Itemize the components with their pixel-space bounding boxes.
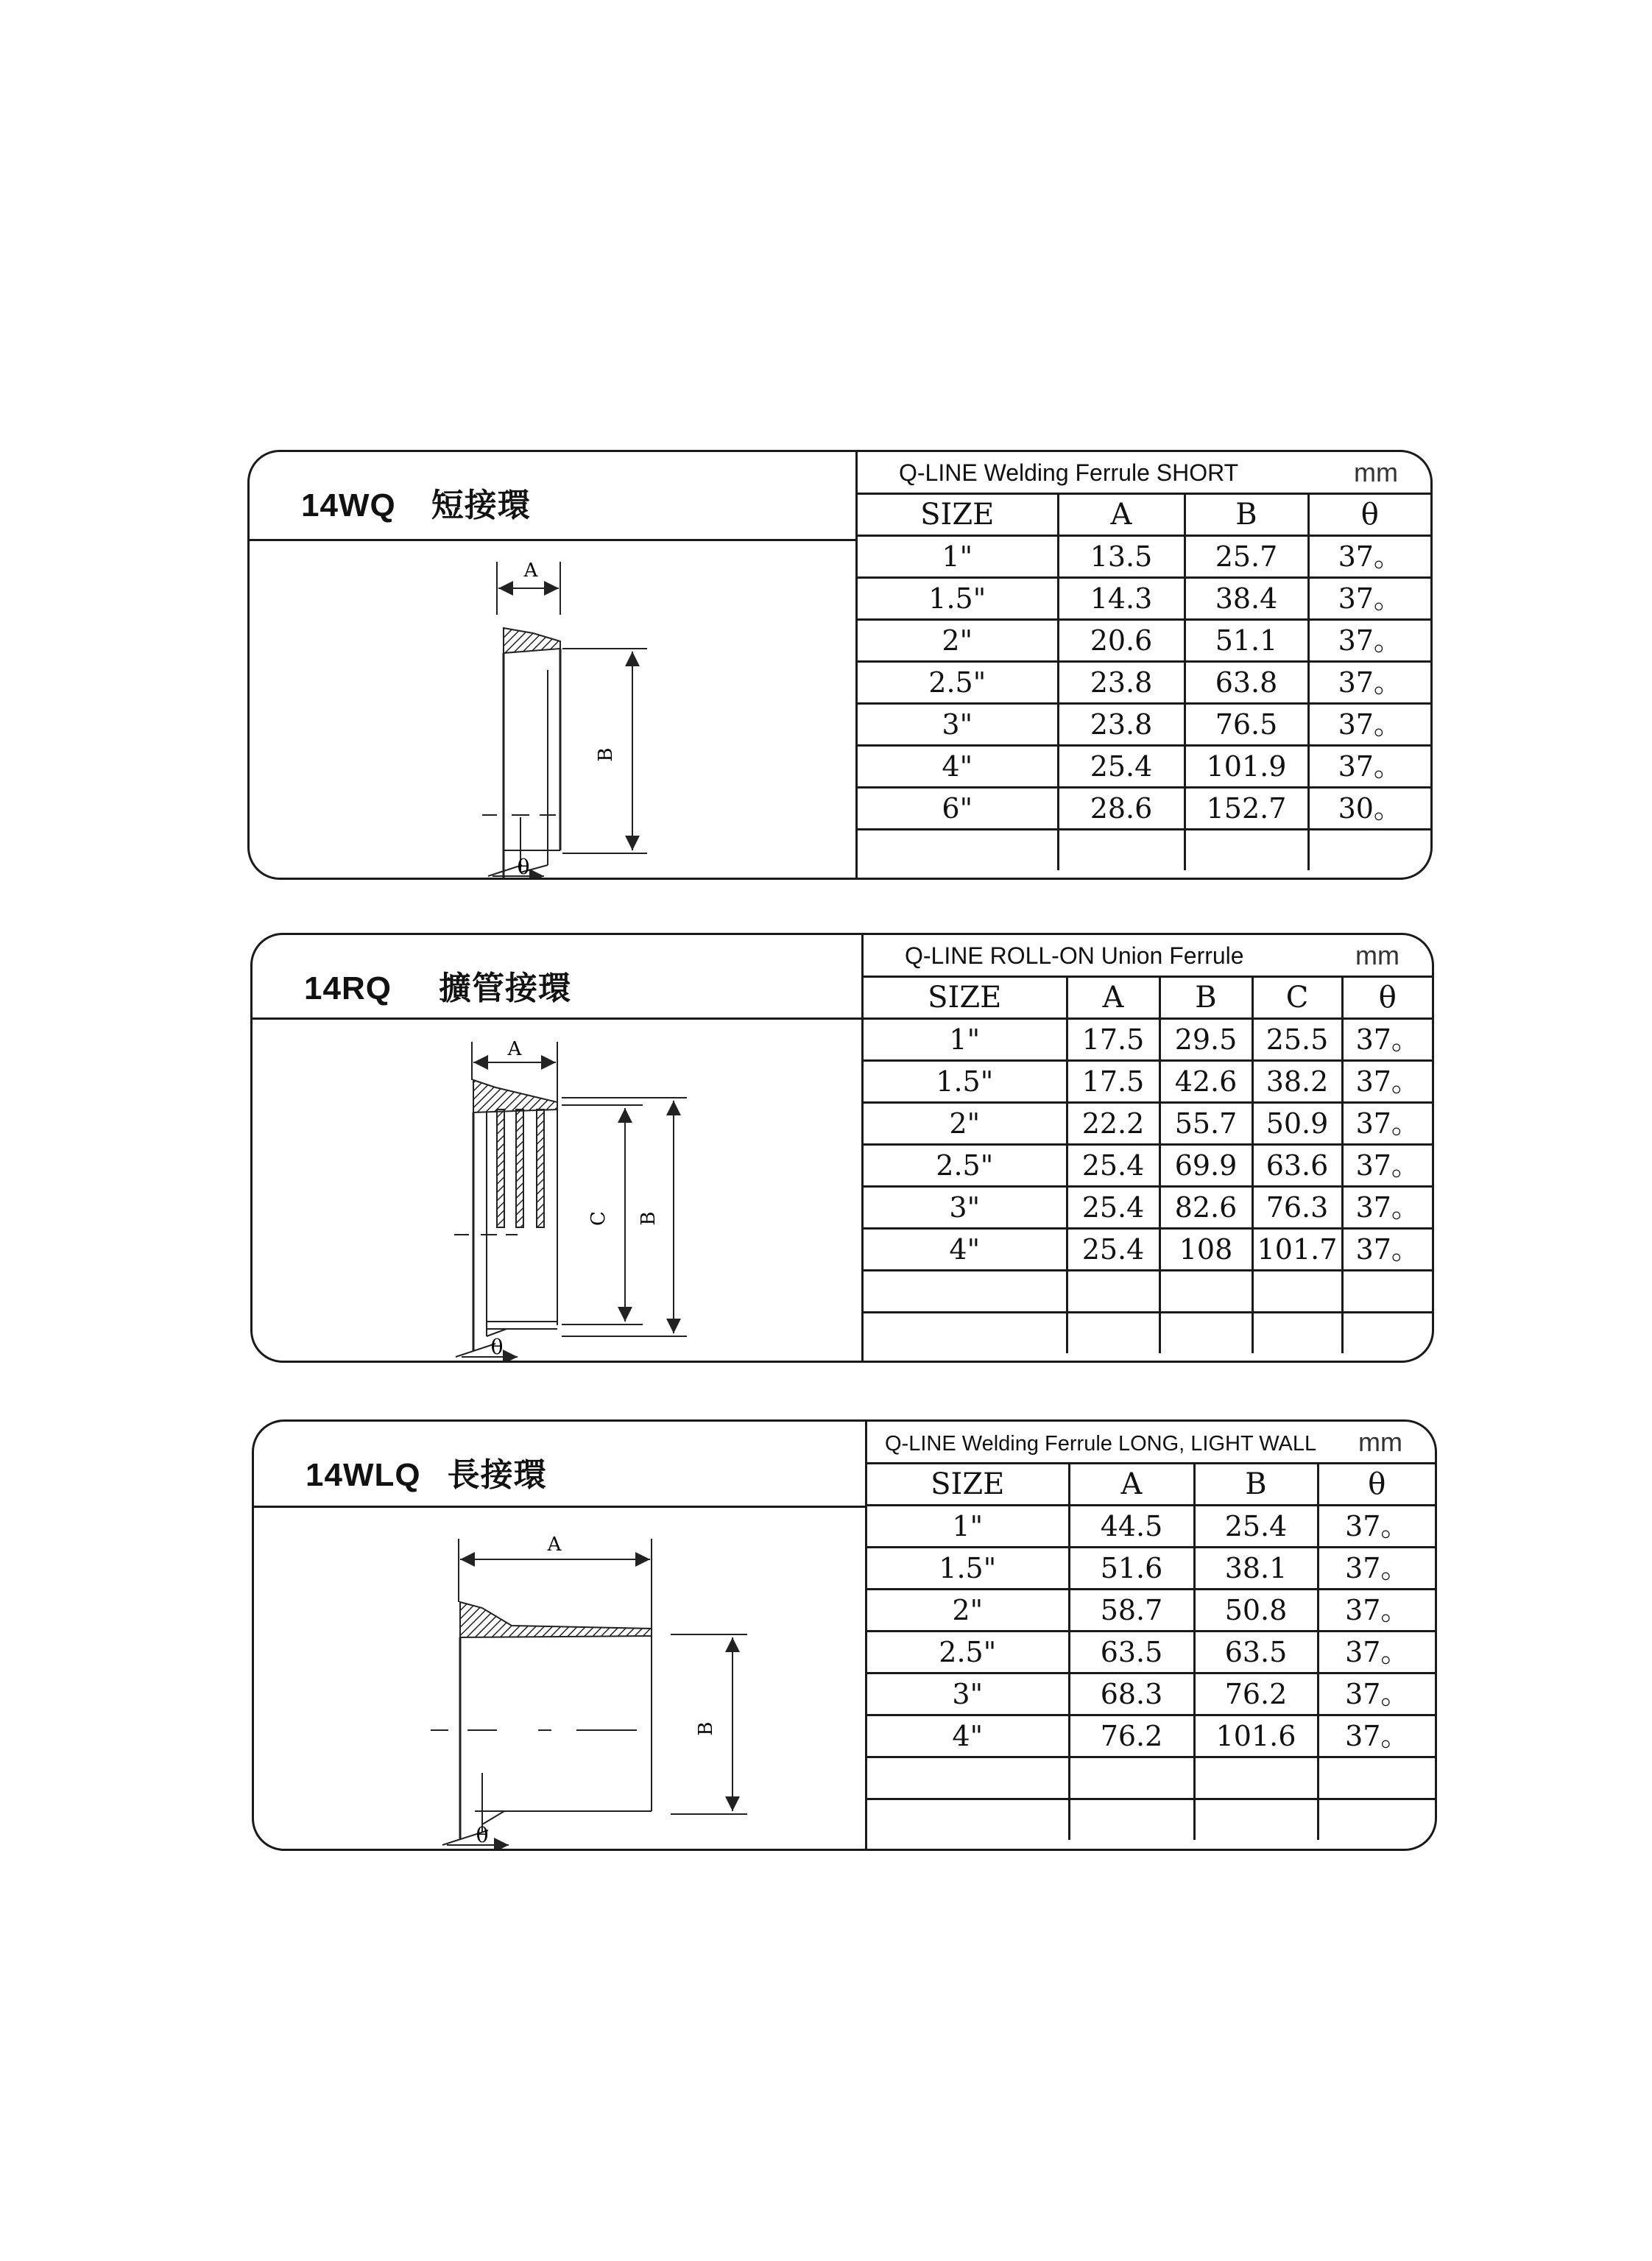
product-name-cn: 長接環	[447, 1457, 547, 1493]
value-cell: 37。	[1318, 1715, 1435, 1757]
column-header: A	[1058, 495, 1185, 536]
product-name-cn: 短接環	[431, 487, 531, 523]
spec-table-body	[867, 1464, 1435, 1840]
column-header: SIZE	[867, 1464, 1069, 1506]
table-row	[858, 746, 1430, 788]
value-cell: 76.3	[1252, 1187, 1342, 1229]
column-header: C	[1252, 978, 1342, 1019]
value-cell: 17.5	[1067, 1019, 1159, 1061]
table-row	[858, 704, 1430, 746]
spec-table-body	[864, 978, 1432, 1353]
value-cell: 50.8	[1194, 1590, 1318, 1632]
size-cell: 3"	[867, 1673, 1069, 1715]
spec-table	[864, 978, 1432, 1353]
table-row	[867, 1632, 1435, 1673]
spec-title-bar	[867, 1422, 1435, 1464]
table-row	[864, 1145, 1432, 1187]
value-cell: 101.7	[1252, 1229, 1342, 1271]
unit-label: mm	[1358, 1427, 1402, 1457]
value-cell: 22.2	[1067, 1103, 1159, 1145]
dimension-a-label: A	[523, 560, 538, 582]
value-cell: 25.4	[1058, 746, 1185, 788]
table-row	[864, 1019, 1432, 1061]
table-header-row	[867, 1464, 1435, 1506]
size-cell: 3"	[864, 1187, 1067, 1229]
column-header: A	[1069, 1464, 1194, 1506]
value-cell: 23.8	[1058, 662, 1185, 704]
table-row	[858, 830, 1430, 871]
value-cell: 29.5	[1159, 1019, 1252, 1061]
value-cell	[1159, 1271, 1252, 1313]
spec-table	[867, 1464, 1435, 1840]
value-cell: 37。	[1318, 1673, 1435, 1715]
value-cell: 38.1	[1194, 1548, 1318, 1590]
table-row	[867, 1715, 1435, 1757]
value-cell: 58.7	[1069, 1590, 1194, 1632]
value-cell: 25.4	[1194, 1506, 1318, 1548]
value-cell: 50.9	[1252, 1103, 1342, 1145]
unit-label: mm	[1355, 940, 1399, 970]
value-cell: 37。	[1308, 536, 1430, 578]
theta-label: θ	[490, 1335, 504, 1359]
size-cell: 1"	[867, 1506, 1069, 1548]
value-cell: 37。	[1318, 1548, 1435, 1590]
column-header: SIZE	[864, 978, 1067, 1019]
size-cell: 3"	[858, 704, 1058, 746]
value-cell: 44.5	[1069, 1506, 1194, 1548]
value-cell: 25.5	[1252, 1019, 1342, 1061]
column-header: θ	[1318, 1464, 1435, 1506]
value-cell: 63.6	[1252, 1145, 1342, 1187]
value-cell: 37。	[1308, 704, 1430, 746]
value-cell: 101.9	[1185, 746, 1308, 788]
table-header-row	[864, 978, 1432, 1019]
dimension-c-label: C	[587, 1211, 610, 1226]
product-panel	[254, 1422, 867, 1849]
value-cell: 37。	[1342, 1061, 1432, 1103]
value-cell: 20.6	[1058, 620, 1185, 662]
size-cell	[867, 1757, 1069, 1799]
value-cell	[1069, 1799, 1194, 1841]
spec-title-bar	[864, 935, 1432, 978]
size-cell: 1.5"	[864, 1061, 1067, 1103]
column-header: θ	[1308, 495, 1430, 536]
value-cell	[1308, 830, 1430, 871]
size-cell: 1.5"	[858, 578, 1058, 620]
value-cell: 108	[1159, 1229, 1252, 1271]
spec-table	[858, 495, 1430, 870]
size-cell: 1"	[864, 1019, 1067, 1061]
table-row	[864, 1187, 1432, 1229]
value-cell	[1342, 1271, 1432, 1313]
product-panel	[253, 935, 864, 1361]
table-row	[867, 1548, 1435, 1590]
size-cell: 1"	[858, 536, 1058, 578]
unit-label: mm	[1354, 457, 1398, 487]
table-row	[864, 1103, 1432, 1145]
value-cell: 37。	[1342, 1103, 1432, 1145]
value-cell: 51.1	[1185, 620, 1308, 662]
size-cell: 4"	[864, 1229, 1067, 1271]
value-cell	[1067, 1313, 1159, 1354]
value-cell	[1318, 1799, 1435, 1841]
size-cell	[864, 1271, 1067, 1313]
size-cell	[858, 830, 1058, 871]
product-code-text: 14RQ	[304, 970, 392, 1006]
value-cell: 76.5	[1185, 704, 1308, 746]
value-cell: 37。	[1308, 662, 1430, 704]
value-cell: 38.2	[1252, 1061, 1342, 1103]
spec-title-bar	[858, 452, 1430, 495]
column-header: A	[1067, 978, 1159, 1019]
product-code	[306, 1448, 547, 1495]
spec-title: Q-LINE ROLL-ON Union Ferrule	[905, 942, 1244, 969]
value-cell	[1194, 1799, 1318, 1841]
size-cell: 2"	[867, 1590, 1069, 1632]
value-cell	[1194, 1757, 1318, 1799]
table-row	[867, 1673, 1435, 1715]
value-cell: 63.5	[1069, 1632, 1194, 1673]
value-cell	[1058, 830, 1185, 871]
value-cell	[1185, 830, 1308, 871]
value-cell: 23.8	[1058, 704, 1185, 746]
value-cell: 37。	[1318, 1590, 1435, 1632]
spec-title: Q-LINE Welding Ferrule LONG, LIGHT WALL	[885, 1432, 1317, 1456]
product-card-14wq	[247, 450, 1433, 880]
value-cell: 76.2	[1194, 1673, 1318, 1715]
product-code	[301, 479, 531, 526]
value-cell: 37。	[1318, 1506, 1435, 1548]
table-row	[867, 1799, 1435, 1841]
theta-label: θ	[517, 855, 530, 878]
column-header: B	[1159, 978, 1252, 1019]
column-header: SIZE	[858, 495, 1058, 536]
value-cell: 30。	[1308, 788, 1430, 830]
value-cell: 68.3	[1069, 1673, 1194, 1715]
column-header: B	[1185, 495, 1308, 536]
product-panel	[250, 452, 858, 878]
value-cell: 25.4	[1067, 1145, 1159, 1187]
size-cell: 2"	[864, 1103, 1067, 1145]
roll-on-ferrule-drawing	[253, 1020, 861, 1361]
value-cell	[1252, 1271, 1342, 1313]
size-cell: 4"	[858, 746, 1058, 788]
value-cell: 42.6	[1159, 1061, 1252, 1103]
ferrule-long-drawing	[254, 1508, 865, 1849]
dimension-b-label: B	[695, 1721, 717, 1736]
product-name-cn: 擴管接環	[438, 970, 571, 1006]
product-card-14rq	[250, 933, 1434, 1363]
column-header: B	[1194, 1464, 1318, 1506]
size-cell: 2.5"	[858, 662, 1058, 704]
spec-panel	[867, 1422, 1435, 1849]
table-row	[858, 620, 1430, 662]
value-cell: 37。	[1308, 746, 1430, 788]
size-cell: 2.5"	[867, 1632, 1069, 1673]
product-code-text: 14WQ	[301, 487, 396, 523]
dimension-a-label: A	[547, 1534, 562, 1556]
column-header: θ	[1342, 978, 1432, 1019]
table-row	[858, 536, 1430, 578]
value-cell: 152.7	[1185, 788, 1308, 830]
value-cell: 37。	[1342, 1145, 1432, 1187]
value-cell: 55.7	[1159, 1103, 1252, 1145]
size-cell: 2"	[858, 620, 1058, 662]
spec-panel	[858, 452, 1430, 878]
size-cell: 2.5"	[864, 1145, 1067, 1187]
value-cell: 76.2	[1069, 1715, 1194, 1757]
value-cell: 63.8	[1185, 662, 1308, 704]
dimension-b-label: B	[638, 1211, 660, 1226]
spec-panel	[864, 935, 1432, 1361]
value-cell: 17.5	[1067, 1061, 1159, 1103]
size-cell: 6"	[858, 788, 1058, 830]
size-cell: 4"	[867, 1715, 1069, 1757]
value-cell: 101.6	[1194, 1715, 1318, 1757]
table-row	[864, 1313, 1432, 1354]
table-header-row	[858, 495, 1430, 536]
value-cell: 37。	[1342, 1019, 1432, 1061]
theta-label: θ	[476, 1823, 489, 1847]
value-cell: 38.4	[1185, 578, 1308, 620]
spec-table-body	[858, 495, 1430, 870]
product-code-text: 14WLQ	[306, 1457, 421, 1493]
table-row	[858, 578, 1430, 620]
size-cell	[867, 1799, 1069, 1841]
product-card-14wlq	[252, 1419, 1437, 1851]
value-cell: 28.6	[1058, 788, 1185, 830]
value-cell: 63.5	[1194, 1632, 1318, 1673]
spec-title: Q-LINE Welding Ferrule SHORT	[899, 459, 1239, 486]
table-row	[864, 1271, 1432, 1313]
value-cell: 25.4	[1067, 1187, 1159, 1229]
value-cell: 51.6	[1069, 1548, 1194, 1590]
size-cell: 1.5"	[867, 1548, 1069, 1590]
value-cell: 37。	[1342, 1187, 1432, 1229]
table-row	[867, 1590, 1435, 1632]
value-cell	[1069, 1757, 1194, 1799]
value-cell: 37。	[1342, 1229, 1432, 1271]
value-cell	[1159, 1313, 1252, 1354]
size-cell	[864, 1313, 1067, 1354]
value-cell: 13.5	[1058, 536, 1185, 578]
value-cell: 37。	[1308, 620, 1430, 662]
dimension-a-label: A	[507, 1038, 522, 1060]
ferrule-short-drawing	[250, 541, 855, 878]
table-row	[867, 1506, 1435, 1548]
value-cell: 82.6	[1159, 1187, 1252, 1229]
dimension-b-label: B	[595, 747, 617, 762]
value-cell: 25.7	[1185, 536, 1308, 578]
table-row	[864, 1229, 1432, 1271]
value-cell: 69.9	[1159, 1145, 1252, 1187]
table-row	[864, 1061, 1432, 1103]
value-cell: 37。	[1318, 1632, 1435, 1673]
value-cell	[1318, 1757, 1435, 1799]
value-cell: 25.4	[1067, 1229, 1159, 1271]
value-cell	[1342, 1313, 1432, 1354]
table-row	[867, 1757, 1435, 1799]
product-code	[304, 962, 571, 1009]
table-row	[858, 788, 1430, 830]
value-cell	[1252, 1313, 1342, 1354]
table-row	[858, 662, 1430, 704]
value-cell: 37。	[1308, 578, 1430, 620]
value-cell	[1067, 1271, 1159, 1313]
value-cell: 14.3	[1058, 578, 1185, 620]
